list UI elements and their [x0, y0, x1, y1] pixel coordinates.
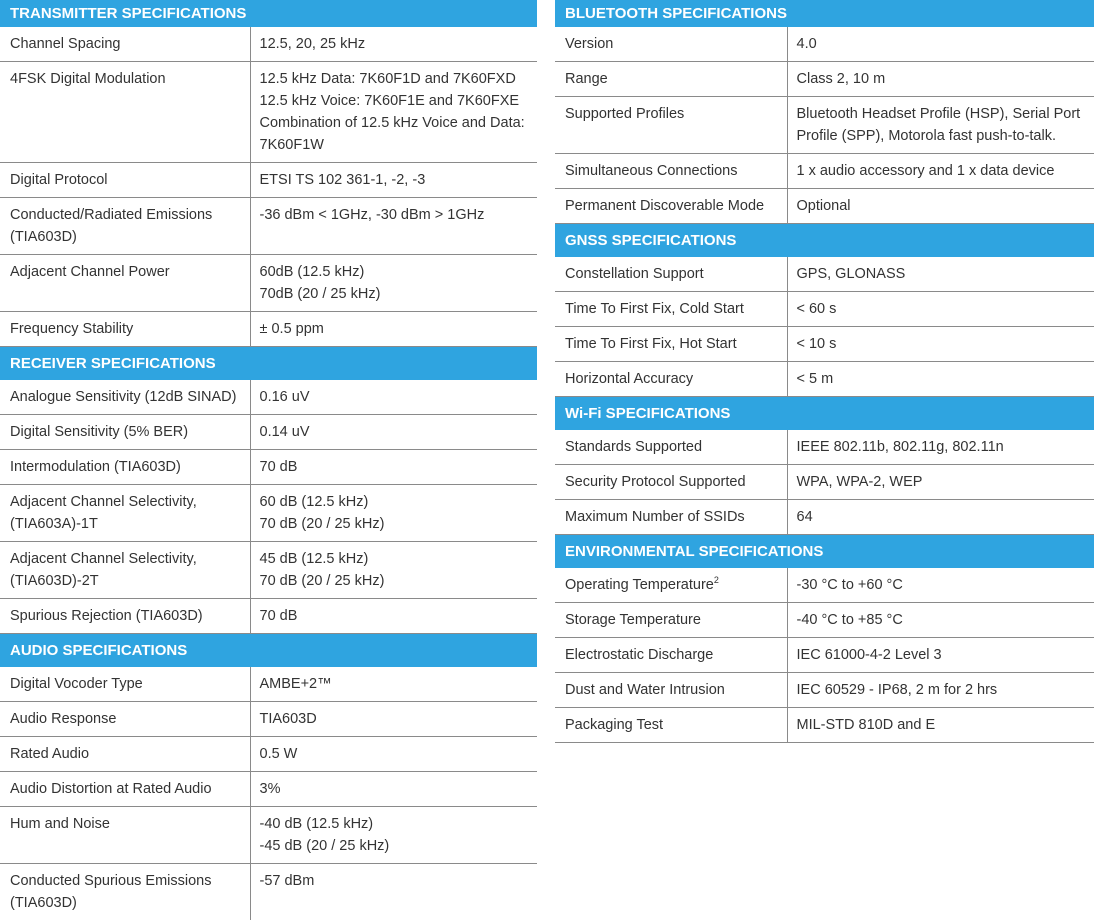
spec-value-line: 70 dB	[260, 456, 530, 478]
spec-value-line: MIL-STD 810D and E	[797, 714, 1087, 736]
spec-value-line: IEEE 802.11b, 802.11g, 802.11n	[797, 436, 1087, 458]
section-title: TRANSMITTER SPECIFICATIONS	[0, 0, 537, 27]
spec-value-line: 4.0	[797, 33, 1087, 55]
spec-label-line: Frequency Stability	[10, 318, 242, 340]
spec-label-line: Time To First Fix, Hot Start	[565, 333, 779, 355]
spec-value	[250, 864, 537, 920]
spec-row	[555, 97, 1094, 154]
spec-value	[787, 154, 1094, 189]
spec-value	[250, 380, 537, 415]
spec-row	[0, 255, 537, 312]
spec-label	[0, 702, 250, 737]
spec-label	[555, 257, 787, 292]
section-header-audio-specifications	[0, 634, 537, 668]
spec-label	[0, 62, 250, 163]
spec-label	[0, 450, 250, 485]
spec-value	[787, 97, 1094, 154]
spec-label-line: Analogue Sensitivity (12dB SINAD)	[10, 386, 242, 408]
spec-row	[0, 312, 537, 347]
spec-label-line: Digital Sensitivity (5% BER)	[10, 421, 242, 443]
spec-value-line: 64	[797, 506, 1087, 528]
spec-row	[555, 673, 1094, 708]
spec-value	[787, 430, 1094, 465]
spec-row	[555, 465, 1094, 500]
spec-label-line: Audio Response	[10, 708, 242, 730]
spec-row	[555, 603, 1094, 638]
spec-value	[250, 62, 537, 163]
spec-label-line: Conducted Spurious Emissions	[10, 870, 242, 892]
spec-label-line: Dust and Water Intrusion	[565, 679, 779, 701]
spec-label-line: Rated Audio	[10, 743, 242, 765]
section-header-gnss-specifications	[555, 224, 1094, 258]
spec-value-line: 0.16 uV	[260, 386, 530, 408]
section-header-receiver-specifications	[0, 347, 537, 381]
spec-label-line: Audio Distortion at Rated Audio	[10, 778, 242, 800]
spec-label	[555, 500, 787, 535]
spec-value	[787, 62, 1094, 97]
spec-row	[0, 198, 537, 255]
spec-label	[0, 312, 250, 347]
spec-row	[0, 667, 537, 702]
spec-value-line: Combination of 12.5 kHz Voice and Data:	[260, 112, 530, 134]
spec-value	[787, 708, 1094, 743]
spec-label-line: Conducted/Radiated Emissions	[10, 204, 242, 226]
spec-value	[250, 667, 537, 702]
spec-row	[555, 500, 1094, 535]
spec-row	[555, 430, 1094, 465]
spec-value-line: TIA603D	[260, 708, 530, 730]
spec-label-line: Hum and Noise	[10, 813, 242, 835]
spec-row	[555, 257, 1094, 292]
spec-label-line: Intermodulation (TIA603D)	[10, 456, 242, 478]
spec-value-line: ETSI TS 102 361-1, -2, -3	[260, 169, 530, 191]
spec-label-line: Digital Protocol	[10, 169, 242, 191]
spec-label-line: (TIA603A)-1T	[10, 513, 242, 535]
spec-label	[0, 772, 250, 807]
spec-label	[0, 667, 250, 702]
spec-label-line: Version	[565, 33, 779, 55]
spec-label-line: Adjacent Channel Selectivity,	[10, 491, 242, 513]
spec-label	[0, 163, 250, 198]
spec-value-line: -40 dB (12.5 kHz)	[260, 813, 530, 835]
spec-row	[555, 708, 1094, 743]
spec-value	[787, 292, 1094, 327]
spec-row	[0, 542, 537, 599]
spec-label-line: Supported Profiles	[565, 103, 779, 125]
section-header-wi-fi-specifications	[555, 397, 1094, 431]
spec-label	[0, 599, 250, 634]
spec-label-line: Standards Supported	[565, 436, 779, 458]
spec-value	[250, 772, 537, 807]
spec-label-line: Adjacent Channel Selectivity,	[10, 548, 242, 570]
spec-label	[555, 97, 787, 154]
spec-value-line: WPA, WPA-2, WEP	[797, 471, 1087, 493]
left-spec-table	[0, 0, 537, 920]
spec-row	[0, 599, 537, 634]
spec-row	[0, 27, 537, 62]
spec-value-line: IEC 61000-4-2 Level 3	[797, 644, 1087, 666]
spec-value-line: 12.5 kHz Voice: 7K60F1E and 7K60FXE	[260, 90, 530, 112]
spec-value	[250, 27, 537, 62]
spec-value-line: 70 dB (20 / 25 kHz)	[260, 513, 530, 535]
spec-value-line: -57 dBm	[260, 870, 530, 892]
section-title: AUDIO SPECIFICATIONS	[0, 634, 537, 668]
spec-value	[787, 500, 1094, 535]
spec-label-line: (TIA603D)-2T	[10, 570, 242, 592]
spec-value	[250, 737, 537, 772]
spec-value-line: IEC 60529 - IP68, 2 m for 2 hrs	[797, 679, 1087, 701]
spec-label-line: Time To First Fix, Cold Start	[565, 298, 779, 320]
spec-value	[787, 27, 1094, 62]
spec-value-line: 70 dB (20 / 25 kHz)	[260, 570, 530, 592]
spec-value	[250, 450, 537, 485]
spec-value-line: < 10 s	[797, 333, 1087, 355]
spec-value	[787, 189, 1094, 224]
section-title: RECEIVER SPECIFICATIONS	[0, 347, 537, 381]
spec-value	[787, 465, 1094, 500]
spec-label	[555, 603, 787, 638]
spec-label-line: Simultaneous Connections	[565, 160, 779, 182]
spec-value-line: ± 0.5 ppm	[260, 318, 530, 340]
spec-label	[555, 638, 787, 673]
spec-label-line: Horizontal Accuracy	[565, 368, 779, 390]
spec-value-line: Bluetooth Headset Profile (HSP), Serial Port	[797, 103, 1087, 125]
spec-label	[0, 737, 250, 772]
footnote-marker: 2	[714, 575, 719, 585]
spec-row	[0, 772, 537, 807]
spec-value	[787, 327, 1094, 362]
spec-row	[555, 638, 1094, 673]
spec-label-line: Spurious Rejection (TIA603D)	[10, 605, 242, 627]
spec-row	[0, 864, 537, 920]
section-title: ENVIRONMENTAL SPECIFICATIONS	[555, 535, 1094, 569]
spec-value	[250, 599, 537, 634]
spec-label-line: Channel Spacing	[10, 33, 242, 55]
spec-row	[555, 568, 1094, 603]
spec-row	[0, 415, 537, 450]
section-header-transmitter-specifications	[0, 0, 537, 27]
spec-label	[555, 62, 787, 97]
spec-row	[0, 485, 537, 542]
spec-value-line: < 5 m	[797, 368, 1087, 390]
spec-row	[555, 327, 1094, 362]
spec-value-line: < 60 s	[797, 298, 1087, 320]
spec-label-line: Electrostatic Discharge	[565, 644, 779, 666]
spec-label	[555, 673, 787, 708]
spec-label	[0, 485, 250, 542]
spec-value-line: 70 dB	[260, 605, 530, 627]
spec-row	[0, 450, 537, 485]
spec-label-line: (TIA603D)	[10, 226, 242, 248]
spec-value	[250, 702, 537, 737]
spec-label	[555, 292, 787, 327]
spec-label	[555, 327, 787, 362]
spec-row	[0, 62, 537, 163]
spec-label-line: Operating Temperature	[565, 577, 714, 593]
spec-label	[0, 255, 250, 312]
spec-label	[0, 198, 250, 255]
section-header-environmental-specifications	[555, 535, 1094, 569]
spec-value-line: 60dB (12.5 kHz)	[260, 261, 530, 283]
spec-label-line: Adjacent Channel Power	[10, 261, 242, 283]
spec-value	[250, 415, 537, 450]
spec-label	[555, 430, 787, 465]
spec-row	[555, 62, 1094, 97]
spec-value-line: 0.5 W	[260, 743, 530, 765]
spec-label-line: Range	[565, 68, 779, 90]
spec-value-line: 7K60F1W	[260, 134, 530, 156]
spec-label-line: Maximum Number of SSIDs	[565, 506, 779, 528]
spec-label	[555, 568, 787, 603]
spec-value-line: Optional	[797, 195, 1087, 217]
spec-value	[787, 362, 1094, 397]
spec-label-line: Constellation Support	[565, 263, 779, 285]
spec-value	[250, 312, 537, 347]
spec-value	[787, 257, 1094, 292]
spec-value-line: -45 dB (20 / 25 kHz)	[260, 835, 530, 857]
spec-row	[555, 27, 1094, 62]
spec-row	[555, 292, 1094, 327]
spec-value	[787, 673, 1094, 708]
spec-row	[0, 807, 537, 864]
spec-value-line: Profile (SPP), Motorola fast push-to-talk.	[797, 125, 1087, 147]
spec-label	[555, 362, 787, 397]
spec-label	[0, 864, 250, 920]
spec-label-line: Digital Vocoder Type	[10, 673, 242, 695]
spec-row	[555, 362, 1094, 397]
spec-value-line: 12.5 kHz Data: 7K60F1D and 7K60FXD	[260, 68, 530, 90]
spec-value-line: 3%	[260, 778, 530, 800]
section-title: GNSS SPECIFICATIONS	[555, 224, 1094, 258]
spec-value	[787, 638, 1094, 673]
spec-label	[0, 27, 250, 62]
spec-value-line: 0.14 uV	[260, 421, 530, 443]
spec-value	[250, 255, 537, 312]
spec-row	[0, 702, 537, 737]
spec-label	[555, 189, 787, 224]
spec-label	[0, 807, 250, 864]
spec-value-line: -36 dBm < 1GHz, -30 dBm > 1GHz	[260, 204, 530, 226]
spec-value	[787, 568, 1094, 603]
spec-label-line: 4FSK Digital Modulation	[10, 68, 242, 90]
left-spec-column	[0, 0, 537, 920]
spec-value-line: GPS, GLONASS	[797, 263, 1087, 285]
spec-value-line: -40 °C to +85 °C	[797, 609, 1087, 631]
spec-value-line: Class 2, 10 m	[797, 68, 1087, 90]
spec-label	[0, 542, 250, 599]
section-title: Wi-Fi SPECIFICATIONS	[555, 397, 1094, 431]
spec-value	[250, 807, 537, 864]
spec-label	[0, 380, 250, 415]
right-spec-table	[555, 0, 1094, 743]
spec-value-line: AMBE+2™	[260, 673, 530, 695]
spec-label	[0, 415, 250, 450]
spec-label	[555, 465, 787, 500]
spec-value	[250, 485, 537, 542]
spec-label-line: Permanent Discoverable Mode	[565, 195, 779, 217]
spec-row	[0, 737, 537, 772]
spec-label	[555, 708, 787, 743]
spec-label-line: Storage Temperature	[565, 609, 779, 631]
spec-label-line: Packaging Test	[565, 714, 779, 736]
spec-label-line: Security Protocol Supported	[565, 471, 779, 493]
spec-row	[555, 189, 1094, 224]
spec-row	[0, 380, 537, 415]
spec-value-line: 60 dB (12.5 kHz)	[260, 491, 530, 513]
spec-value-line: 45 dB (12.5 kHz)	[260, 548, 530, 570]
spec-value	[787, 603, 1094, 638]
spec-value-line: 12.5, 20, 25 kHz	[260, 33, 530, 55]
spec-value-line: 70dB (20 / 25 kHz)	[260, 283, 530, 305]
section-header-bluetooth-specifications	[555, 0, 1094, 27]
spec-row	[555, 154, 1094, 189]
right-spec-column	[555, 0, 1094, 743]
spec-value	[250, 542, 537, 599]
spec-value	[250, 163, 537, 198]
spec-label	[555, 27, 787, 62]
spec-label	[555, 154, 787, 189]
spec-row	[0, 163, 537, 198]
section-title: BLUETOOTH SPECIFICATIONS	[555, 0, 1094, 27]
spec-value-line: 1 x audio accessory and 1 x data device	[797, 160, 1087, 182]
spec-value	[250, 198, 537, 255]
spec-label-line: (TIA603D)	[10, 892, 242, 914]
spec-value-line: -30 °C to +60 °C	[797, 574, 1087, 596]
